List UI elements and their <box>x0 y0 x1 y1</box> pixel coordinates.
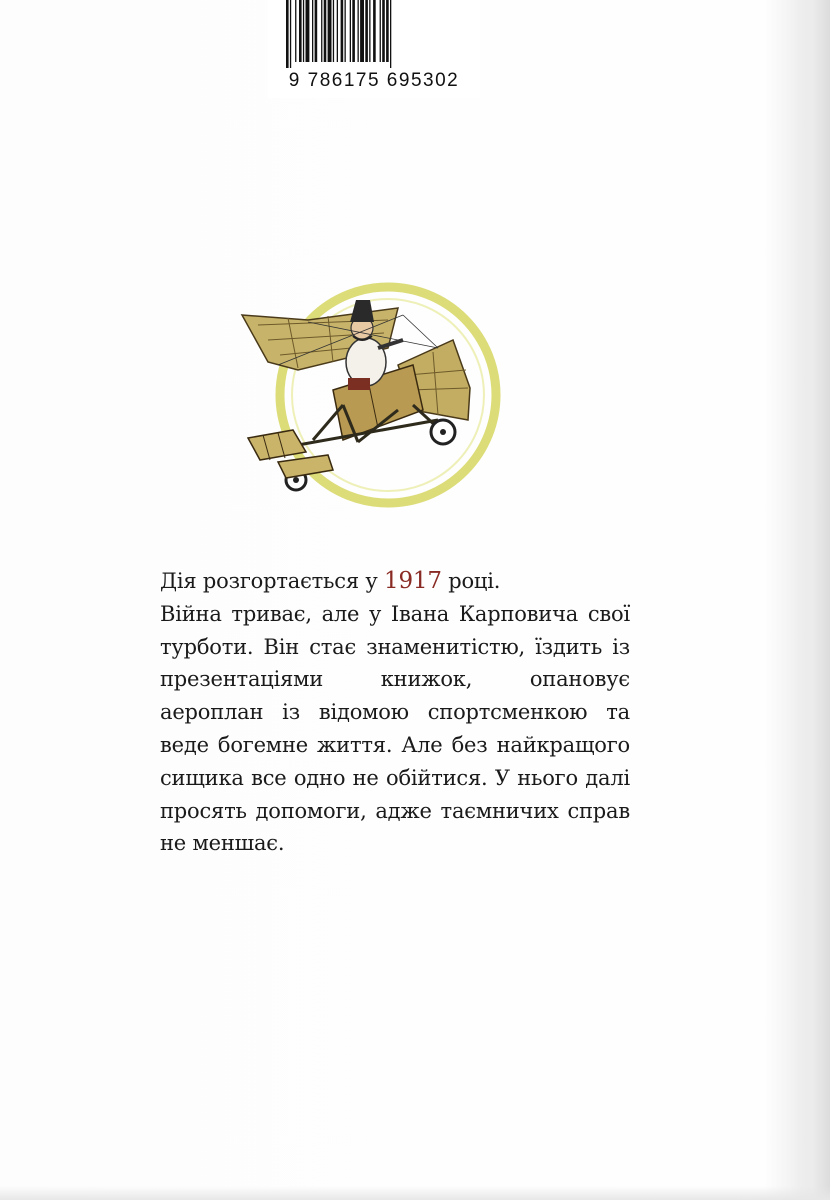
barcode-bar <box>382 0 385 62</box>
barcode-bar <box>373 0 376 62</box>
year-highlight: 1917 <box>384 568 442 594</box>
cover-bottom-shadow <box>0 1186 830 1200</box>
book-description <box>160 565 630 860</box>
cover-spine-shadow <box>790 0 830 1200</box>
barcode-bar <box>380 0 381 62</box>
description-body: Війна триває, але у Івана Карповича свої турботи. Він стає знаменитістю, їздить із презентаціями книжок, опановує аероплан із відомою спортсменкою та веде богемне життя. Але без найкращого сищика все одно не обійтися. У нього далі просять допомоги, адже таємничих справ не меншає. <box>160 601 630 856</box>
barcode-bar <box>290 0 291 68</box>
barcode-bar <box>315 0 318 62</box>
description-first-line <box>160 565 630 598</box>
barcode-bar <box>312 0 313 62</box>
barcode-bar <box>345 0 346 62</box>
barcode-bar <box>324 0 327 62</box>
cossack-airplane-illustration <box>238 270 518 520</box>
barcode-bar <box>386 0 389 62</box>
barcode-bar <box>358 0 359 62</box>
barcode-bar <box>369 0 370 62</box>
barcode-bar <box>333 0 334 62</box>
isbn-number: 9 786175 695302 <box>288 70 460 91</box>
barcode-bar <box>390 0 391 68</box>
barcode-bar <box>360 0 364 62</box>
front-wheel <box>431 420 455 444</box>
barcode-bar <box>306 0 310 62</box>
barcode-bar <box>286 0 289 68</box>
barcode-bar <box>295 0 296 62</box>
barcode-bar <box>299 0 302 62</box>
isbn-barcode <box>268 0 480 98</box>
first-line-start: Дія розгортається у <box>160 569 385 593</box>
barcode-bar <box>352 0 355 62</box>
barcode-bar <box>321 0 322 62</box>
barcode-bar <box>303 0 304 62</box>
barcode-bar <box>341 0 344 62</box>
first-line-end: році. <box>441 569 501 593</box>
barcode-bar <box>350 0 351 62</box>
barcode-bar <box>328 0 332 62</box>
barcode-bar <box>365 0 368 62</box>
barcode-bars <box>286 0 462 68</box>
tail-shape <box>248 430 333 478</box>
barcode-bar <box>337 0 338 62</box>
